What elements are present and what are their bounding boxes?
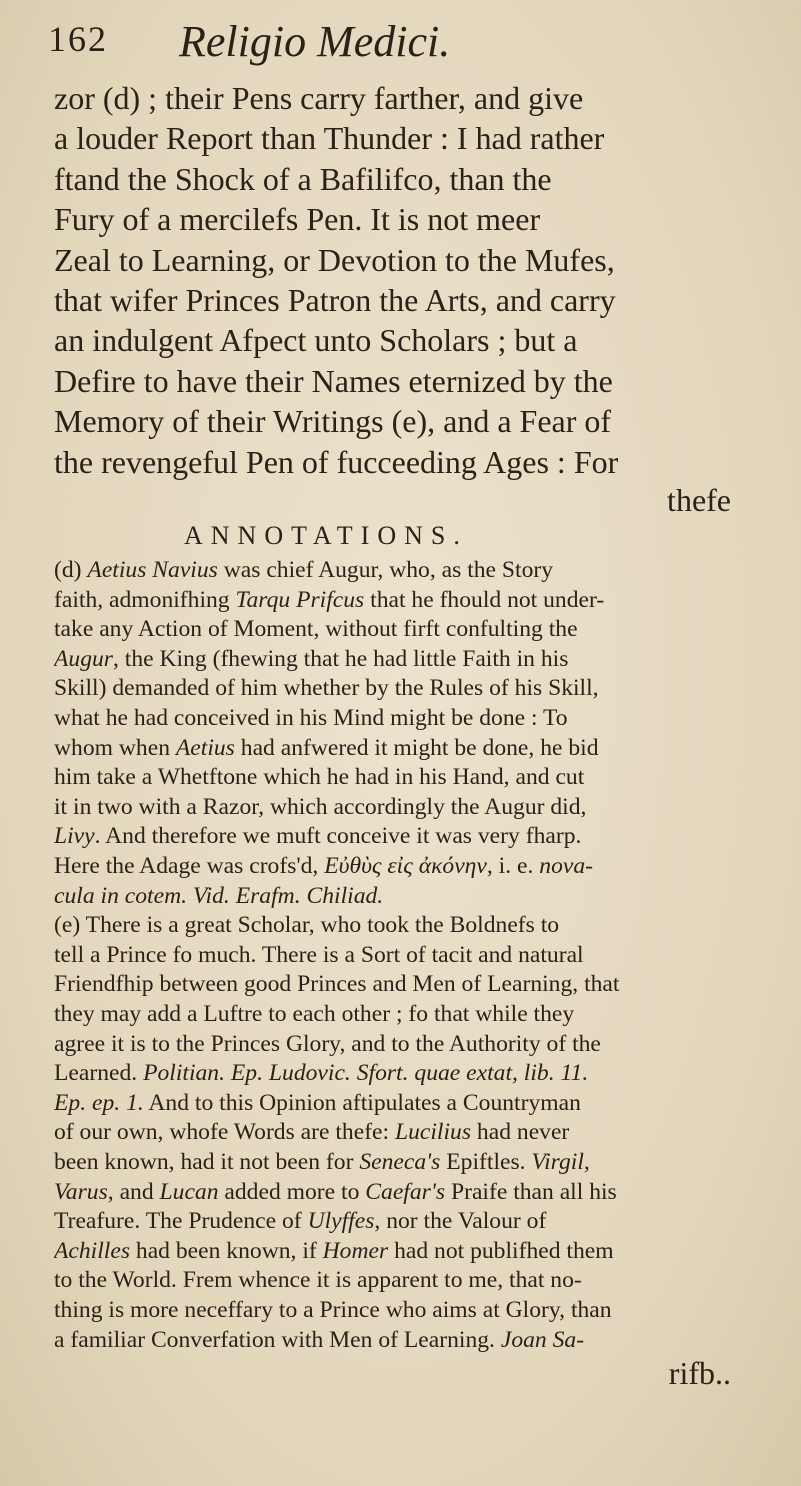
main-text-line: zor (d) ; their Pens carry farther, and give [54, 80, 584, 116]
annotation-text: , the King (fhewing that he had little Faith in his [112, 645, 569, 672]
annotation-italic-text: Joan Sa- [500, 1326, 585, 1353]
annotation-text: had been known, if [130, 1237, 323, 1264]
main-text-line: Defire to have their Names eternized by the [54, 362, 613, 399]
annotation-text: a familiar Converfation with Men of Learning. [54, 1326, 501, 1353]
annotation-text: Friendfhip between good Princes and Men of Learning, that [54, 971, 620, 998]
annotation-line [54, 586, 761, 616]
annotation-line [54, 645, 761, 675]
annotation-italic-text: Politian. Ep. Ludovic. Sfort. quae extat, lib. 11. [143, 1060, 589, 1087]
annotation-italic-text: Ulyffes [307, 1208, 375, 1235]
annotation-line [54, 1059, 761, 1089]
main-text-line: Fury of a mercilefs Pen. It is not meer [54, 201, 541, 238]
main-text-line: the revengeful Pen of fucceeding Ages : For [54, 443, 619, 480]
annotation-line [54, 1237, 761, 1267]
main-text-line: Memory of their Writings (e), and a Fear of [54, 403, 612, 440]
annotation-text: agree it is to the Princes Glory, and to the Authority of the [54, 1030, 601, 1057]
page-number: 162 [48, 19, 108, 59]
annotation-text: what he had conceived in his Mind might be done : To [54, 705, 568, 732]
main-text-line: a louder Report than Thunder : I had rather [54, 120, 605, 157]
annotation-line [54, 704, 761, 734]
annotation-line [54, 1089, 761, 1119]
annotation-text: was chief Augur, who, as the Story [217, 557, 554, 584]
annotation-line [54, 1266, 761, 1296]
annotation-text: , and [107, 1178, 160, 1205]
annotation-line [54, 1030, 761, 1060]
annotation-line [54, 852, 761, 882]
annotation-line [54, 1178, 761, 1208]
annotation-text: Skill) demanded of him whether by the Rules of his Skill, [54, 675, 599, 702]
annotation-text: Here the Adage was crofs'd, [54, 853, 325, 879]
annotation-italic-text: Varus [54, 1178, 108, 1205]
annotation-line [54, 1148, 761, 1178]
annotation-line [54, 615, 761, 645]
annotation-text: (d) [54, 557, 88, 584]
annotation-line [54, 1118, 761, 1148]
annotation-italic-text: Tarqu Prifcus [235, 586, 365, 613]
annotation-italic-text: Εὐθὺς εἰς ἀκόνην [324, 853, 487, 879]
annotation-text: Epiftles. [440, 1148, 532, 1175]
annotation-italic-text: Aetius [175, 734, 235, 761]
annotation-text: him take a Whetftone which he had in his Hand, and cut [54, 764, 585, 791]
annotation-italic-text: Caefar's [365, 1178, 446, 1205]
main-text-line: an indulgent Afpect unto Scholars ; but a [54, 322, 578, 359]
annotation-italic-text: Aetius Navius [87, 557, 218, 584]
annotation-line [54, 1326, 761, 1356]
annotation-line [54, 556, 761, 586]
annotation-line [54, 734, 761, 764]
annotation-text: , i. e. [486, 853, 540, 879]
annotation-text: And to this Opinion aftipulates a Countryman [143, 1089, 581, 1116]
annotation-italic-text: Seneca's [359, 1148, 441, 1175]
annotation-text: Learned. [54, 1060, 144, 1087]
annotation-italic-text: Livy [54, 823, 95, 850]
annotations-catchword: rifb.. [668, 1355, 731, 1392]
annotation-text: Treafure. The Prudence of [54, 1208, 308, 1235]
annotation-italic-text: Achilles [54, 1237, 130, 1264]
annotations-text [44, 556, 761, 1355]
main-text [44, 78, 761, 482]
annotation-text: faith, admonifhing [54, 586, 236, 613]
annotation-text: , nor the Valour of [374, 1208, 547, 1235]
annotation-italic-text: Lucilius [394, 1119, 472, 1146]
annotation-line [54, 882, 761, 912]
annotation-line [54, 763, 761, 793]
annotation-text: thing is more neceffary to a Prince who aims at Glory, than [54, 1296, 612, 1323]
annotation-text: take any Action of Moment, without firft confulting the [54, 616, 578, 643]
annotation-line [54, 793, 761, 823]
annotation-text: been known, had it not been for [54, 1148, 360, 1175]
annotation-line [54, 911, 761, 941]
annotations-heading: ANNOTATIONS. [184, 521, 468, 551]
annotation-text: tell a Prince fo much. There is a Sort of tacit and natural [54, 941, 584, 968]
annotation-text: that he fhould not under- [364, 586, 605, 613]
running-head [44, 12, 761, 78]
annotation-line [54, 941, 761, 971]
annotation-text: . And therefore we muft conceive it was very fharp. [94, 823, 582, 850]
annotation-text: to the World. Frem whence it is apparent to me, that no- [54, 1267, 582, 1294]
annotation-line [54, 822, 761, 852]
annotation-line [54, 1000, 761, 1030]
annotation-text: had anfwered it might be done, he bid [234, 734, 599, 761]
annotation-line [54, 674, 761, 704]
main-text-line: Zeal to Learning, or Devotion to the Mufes, [54, 241, 615, 278]
annotation-italic-text: Augur [54, 645, 113, 672]
annotation-italic-text: nova- [539, 853, 594, 879]
annotation-text: it in two with a Razor, which accordingly the Augur did, [54, 793, 587, 820]
annotation-italic-text: cula in cotem. Vid. Erafm. Chiliad. [54, 882, 384, 909]
main-text-line: that wifer Princes Patron the Arts, and carry [54, 282, 616, 319]
annotation-text: of our own, whofe Words are thefe: [54, 1119, 395, 1146]
main-catchword: thefe [667, 482, 731, 519]
annotation-italic-text: Ep. ep. 1. [54, 1089, 144, 1116]
annotation-italic-text: Virgil, [531, 1148, 590, 1175]
annotation-italic-text: Lucan [159, 1178, 219, 1205]
annotation-text: had never [471, 1119, 570, 1146]
annotation-italic-text: Homer [322, 1237, 389, 1264]
running-title: Religio Medici. [179, 17, 451, 66]
annotation-text: whom when [54, 734, 176, 761]
annotation-line [54, 1207, 761, 1237]
annotation-text: Praife than all his [445, 1178, 617, 1205]
main-text-line: ftand the Shock of a Bafilifco, than the [54, 160, 552, 197]
annotation-text: added more to [218, 1178, 366, 1205]
annotation-text: they may add a Luftre to each other ; fo that while they [54, 1000, 575, 1027]
annotation-line [54, 1296, 761, 1326]
annotation-line [54, 970, 761, 1000]
annotation-text: (e) There is a great Scholar, who took the Boldnefs to [54, 912, 560, 939]
annotation-text: had not publifhed them [388, 1237, 614, 1264]
